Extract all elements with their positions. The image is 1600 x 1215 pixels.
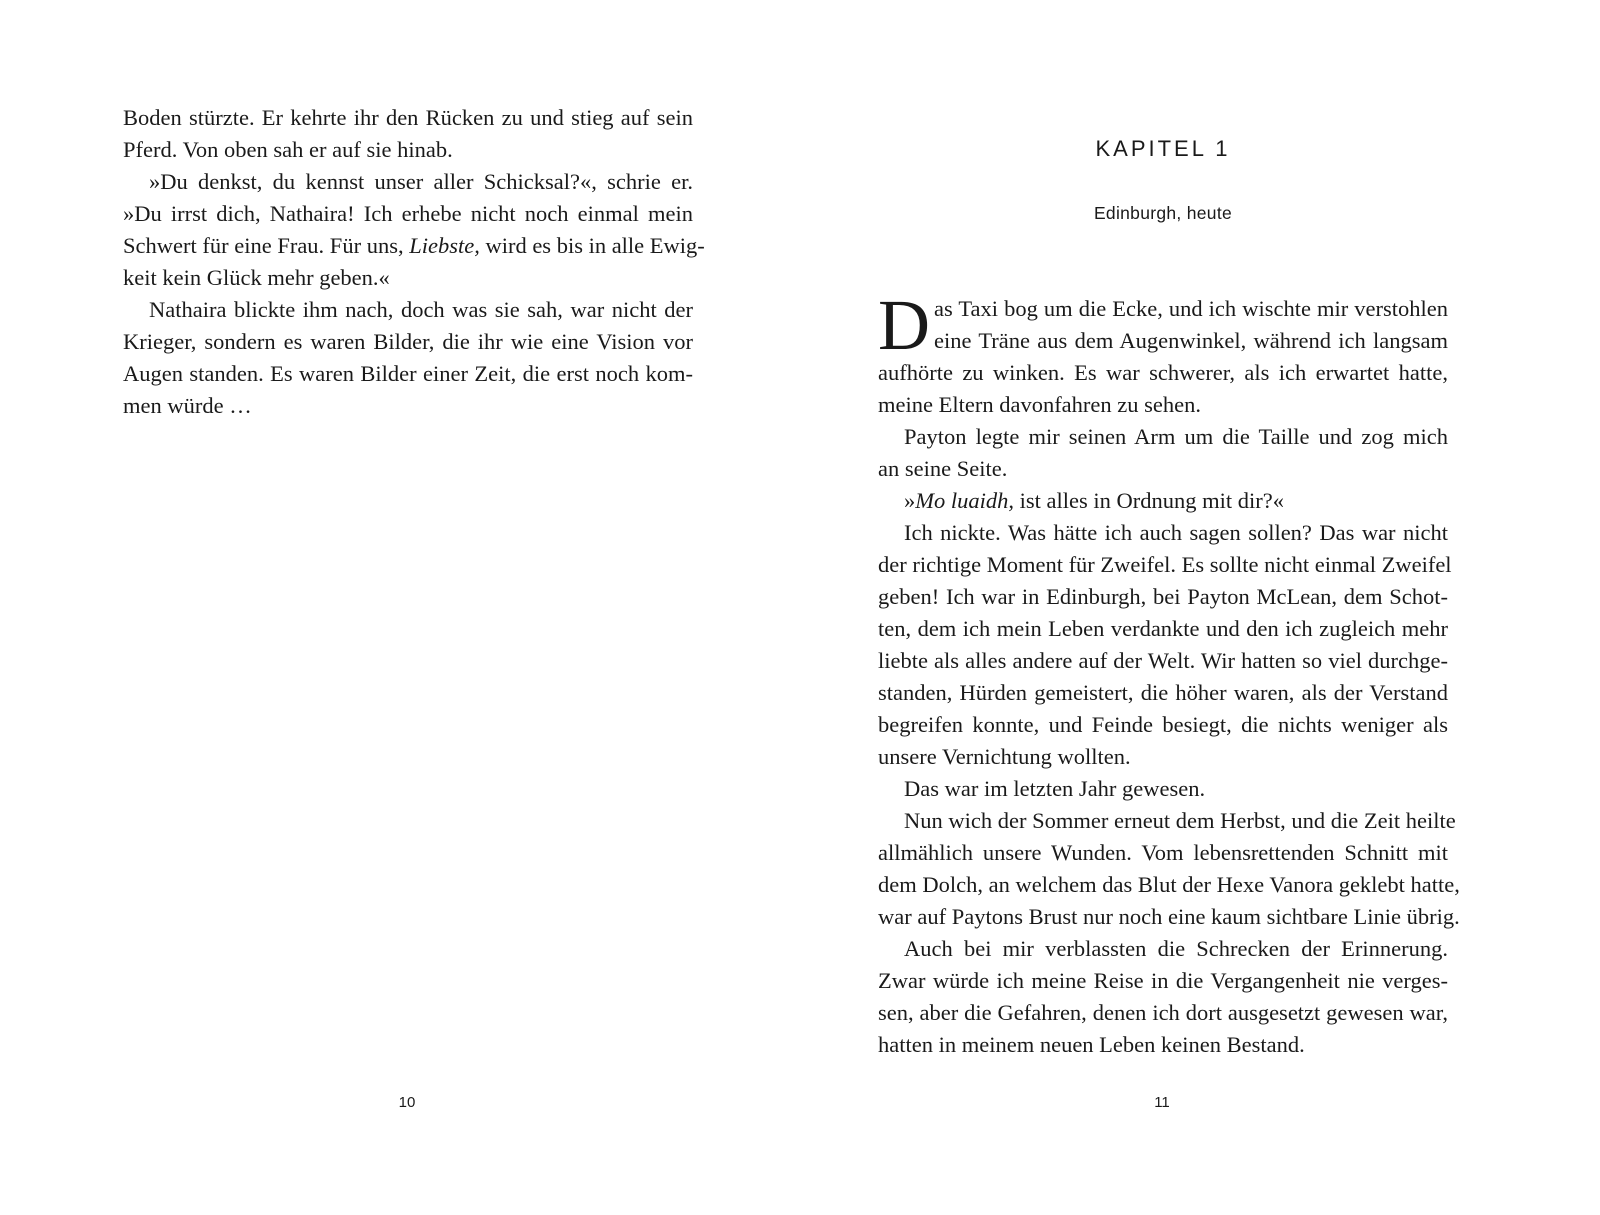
text-line: ten, dem ich mein Leben verdankte und den ich zugleich mehr bbox=[878, 616, 1448, 641]
text-line: der richtige Moment für Zweifel. Es sollte nicht einmal Zweifel bbox=[878, 552, 1452, 577]
text-line: eine Träne aus dem Augenwinkel, während ich langsam bbox=[934, 328, 1448, 353]
text-line: »Du irrst dich, Nathaira! Ich erhebe nicht noch einmal mein bbox=[123, 201, 693, 226]
text-line: »Mo luaidh, ist alles in Ordnung mit dir?« bbox=[904, 488, 1284, 513]
text-line: meine Eltern davonfahren zu sehen. bbox=[878, 392, 1201, 417]
text-line: allmählich unsere Wunden. Vom lebensrettenden Schnitt mit bbox=[878, 840, 1448, 865]
chapter-subtitle: Edinburgh, heute bbox=[1093, 203, 1233, 223]
right-page-body-text bbox=[878, 285, 1460, 1061]
page-number-right: 11 bbox=[1154, 1094, 1170, 1111]
chapter-title: KAPITEL 1 bbox=[1095, 136, 1231, 161]
text-line: standen, Hürden gemeistert, die höher waren, als der Verstand bbox=[878, 680, 1448, 705]
text-line: dem Dolch, an welchem das Blut der Hexe Vanora geklebt hatte, bbox=[878, 872, 1460, 897]
text-line: Boden stürzte. Er kehrte ihr den Rücken zu und stieg auf sein bbox=[123, 105, 693, 130]
text-line: as Taxi bog um die Ecke, und ich wischte mir verstohlen bbox=[934, 296, 1448, 321]
drop-cap: D bbox=[878, 285, 930, 365]
text-line: Ich nickte. Was hätte ich auch sagen sollen? Das war nicht bbox=[904, 520, 1448, 545]
left-page-body-text bbox=[123, 102, 705, 422]
text-line: Schwert für eine Frau. Für uns, Liebste, wird es bis in alle Ewig- bbox=[123, 233, 705, 258]
text-line: geben! Ich war in Edinburgh, bei Payton McLean, dem Schot- bbox=[878, 584, 1448, 609]
text-line: Das war im letzten Jahr gewesen. bbox=[904, 776, 1206, 801]
text-line: Augen standen. Es waren Bilder einer Zeit, die erst noch kom- bbox=[123, 361, 693, 386]
text-line: keit kein Glück mehr geben.« bbox=[123, 265, 390, 290]
text-line: »Du denkst, du kennst unser aller Schicksal?«, schrie er. bbox=[149, 169, 693, 194]
text-line: Auch bei mir verblassten die Schrecken der Erinnerung. bbox=[904, 936, 1448, 961]
page-number-left: 10 bbox=[398, 1094, 416, 1111]
text-line: sen, aber die Gefahren, denen ich dort ausgesetzt gewesen war, bbox=[878, 1000, 1448, 1025]
text-line: Krieger, sondern es waren Bilder, die ihr wie eine Vision vor bbox=[123, 329, 693, 354]
text-line: begreifen konnte, und Feinde besiegt, die nichts weniger als bbox=[878, 712, 1448, 737]
text-line: Nathaira blickte ihm nach, doch was sie sah, war nicht der bbox=[149, 297, 693, 322]
text-line: men würde … bbox=[123, 393, 252, 418]
text-line: Pferd. Von oben sah er auf sie hinab. bbox=[123, 137, 453, 162]
text-line: Payton legte mir seinen Arm um die Taille und zog mich bbox=[904, 424, 1448, 449]
text-line: an seine Seite. bbox=[878, 456, 1008, 481]
text-line: liebte als alles andere auf der Welt. Wir hatten so viel durchge- bbox=[878, 648, 1448, 673]
text-line: hatten in meinem neuen Leben keinen Bestand. bbox=[878, 1032, 1305, 1057]
right-page bbox=[800, 0, 1600, 1215]
text-line: war auf Paytons Brust nur noch eine kaum sichtbare Linie übrig. bbox=[878, 904, 1460, 929]
text-line: unsere Vernichtung wollten. bbox=[878, 744, 1131, 769]
text-line: Nun wich der Sommer erneut dem Herbst, und die Zeit heilte bbox=[904, 808, 1456, 833]
text-line: aufhörte zu winken. Es war schwerer, als ich erwartet hatte, bbox=[878, 360, 1448, 385]
text-line: Zwar würde ich meine Reise in die Vergangenheit nie verges- bbox=[878, 968, 1448, 993]
